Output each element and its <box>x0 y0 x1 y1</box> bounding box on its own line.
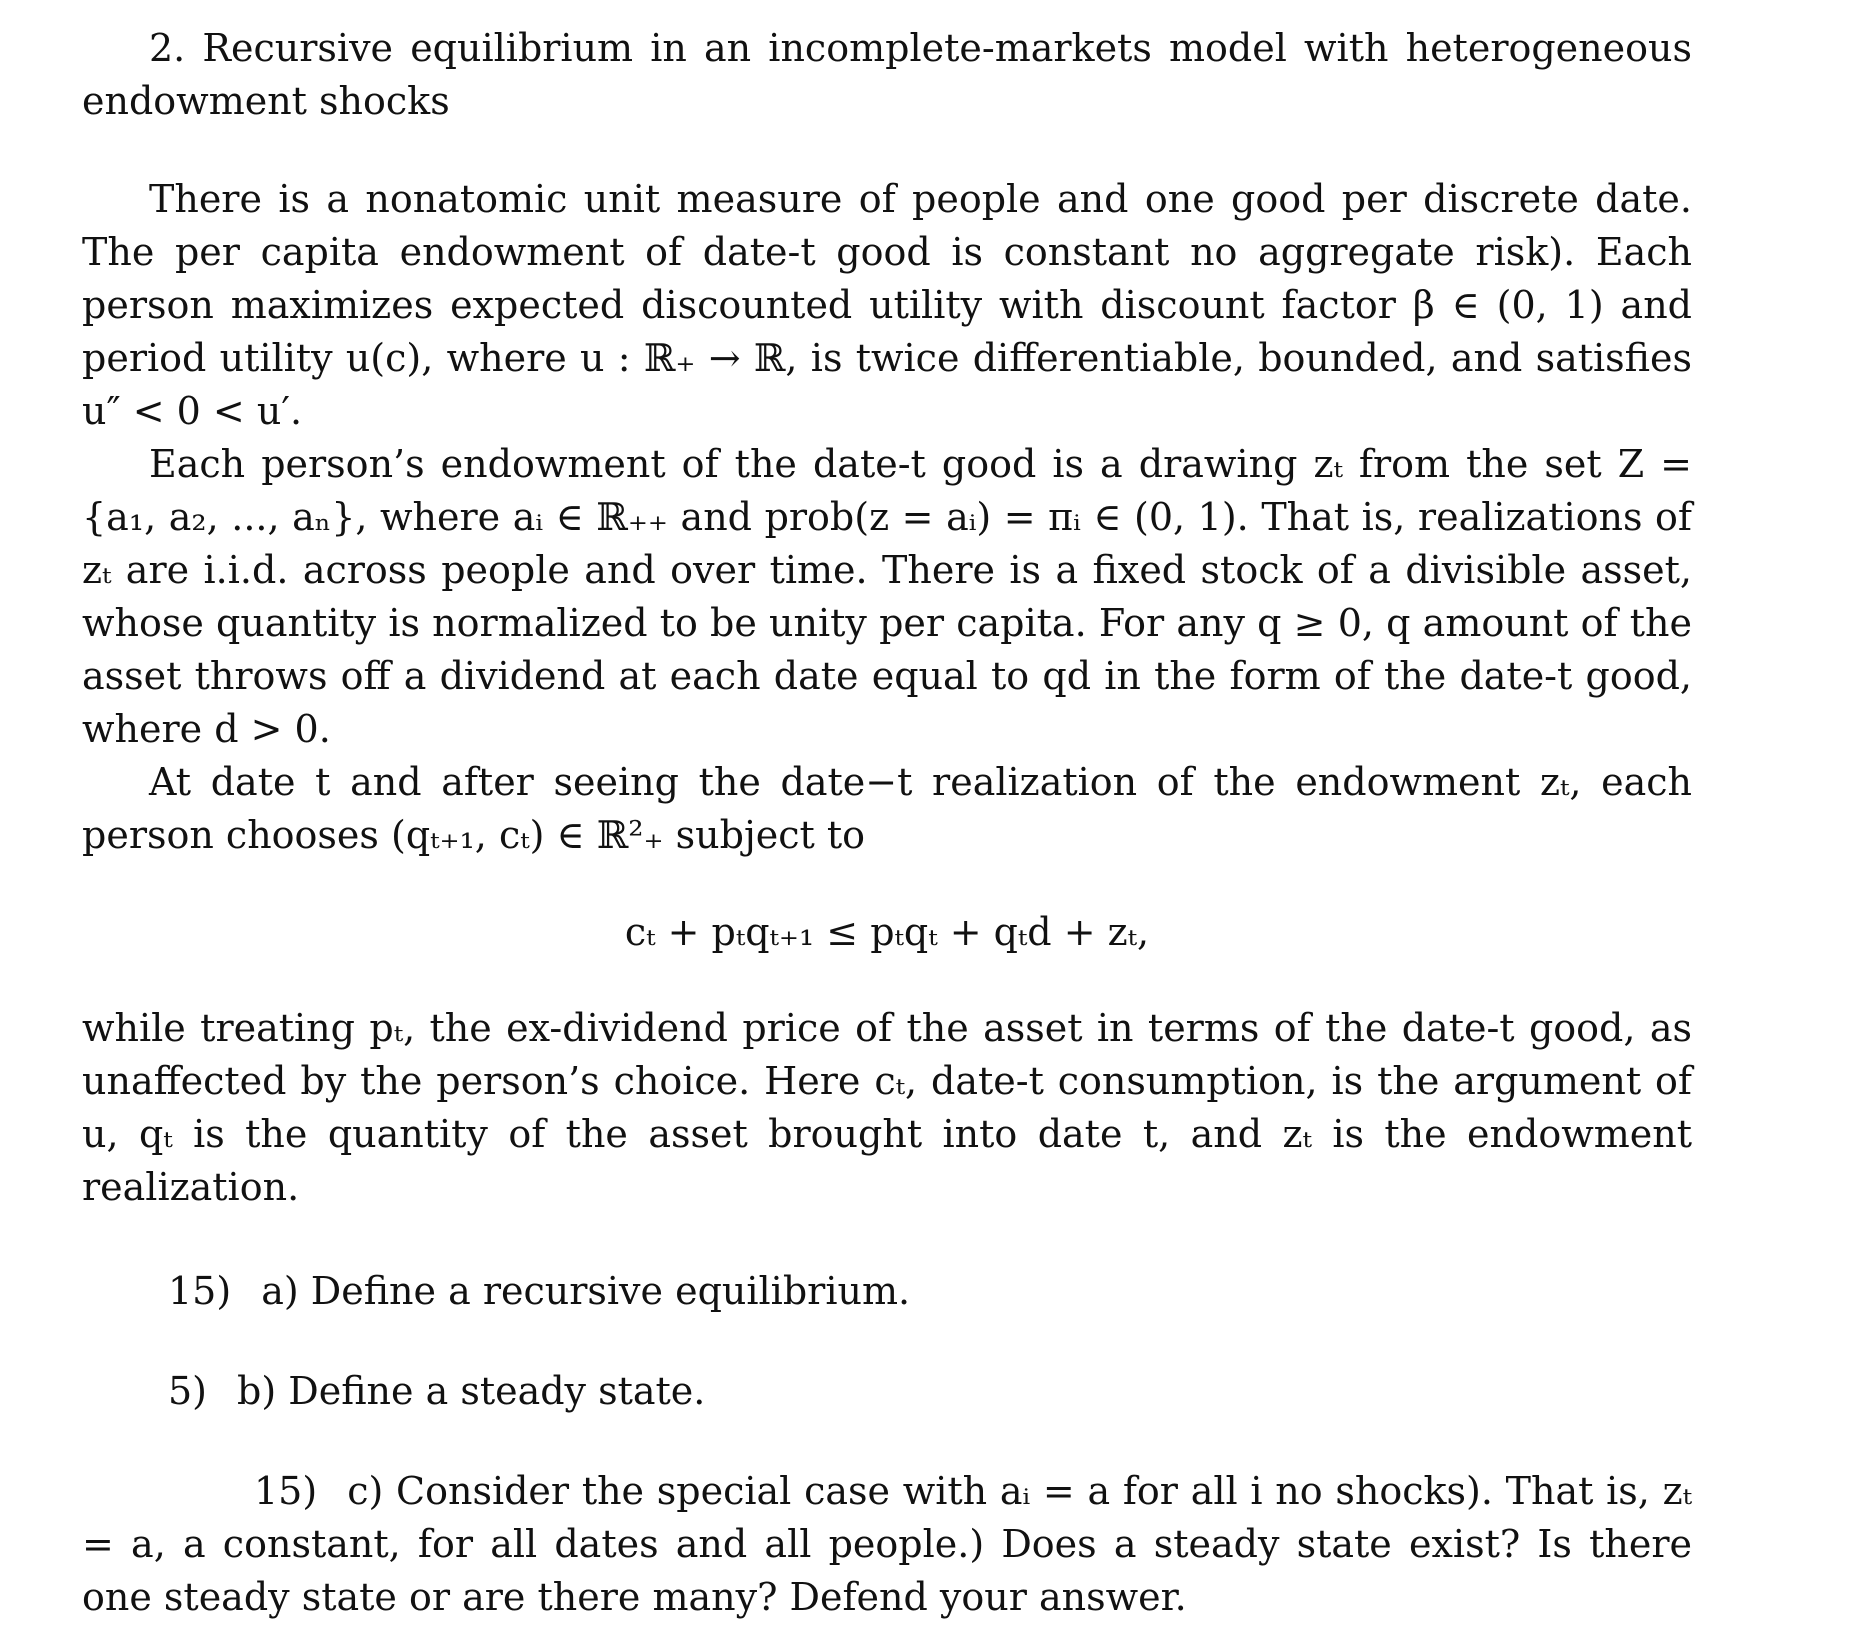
question-c-text: c) Consider the special case with aᵢ = a for all i no shocks). That is, zₜ = a, a constant, for all dates and all people.) Does a steady state exist? Is there one steady state or are there many? Defend your answer. <box>82 1469 1692 1619</box>
paragraph-setup: There is a nonatomic unit measure of people and one good per discrete date. The per capita endowment of date-t good is constant no aggregate risk). Each person maximizes expected discounted utility with discount factor β ∈ (0, 1) and period utility u(c), where u : ℝ₊ → ℝ, is twice differentiable, bounded, and satisfies u″ < 0 < u′. <box>82 177 1692 433</box>
question-c <box>82 1465 1692 1624</box>
question-a <box>82 1265 1692 1318</box>
problem-page <box>82 22 1692 1624</box>
question-a-text: a) Define a recursive equilibrium. <box>261 1269 911 1313</box>
paragraph-choice: At date t and after seeing the date−t realization of the endowment zₜ, each person chooses (qₜ₊₁, cₜ) ∈ ℝ²₊ subject to <box>82 760 1692 857</box>
question-b <box>82 1365 1692 1418</box>
paragraph-price: while treating pₜ, the ex-dividend price of the asset in terms of the date-t good, as unaffected by the person’s choice. Here cₜ, date-t consumption, is the argument of u, qₜ is the quantity of the asset brought into date t, and zₜ is the endowment realization. <box>82 1006 1692 1209</box>
problem-heading: 2. Recursive equilibrium in an incomplete-markets model with heterogeneous endowment shocks <box>82 26 1692 123</box>
question-b-points: 5) <box>168 1369 208 1413</box>
question-b-text: b) Define a steady state. <box>237 1369 706 1413</box>
paragraph-endowment: Each person’s endowment of the date-t good is a drawing zₜ from the set Z = {a₁, a₂, ..., aₙ}, where aᵢ ∈ ℝ₊₊ and prob(z = aᵢ) = πᵢ ∈ (0, 1). That is, realizations of zₜ are i.i.d. across people and over time. There is a fixed stock of a divisible asset, whose quantity is normalized to be unity per capita. For any q ≥ 0, q amount of the asset throws off a dividend at each date equal to qd in the form of the date-t good, where d > 0. <box>82 442 1692 751</box>
question-a-points: 15) <box>168 1269 232 1313</box>
budget-constraint-equation: cₜ + pₜqₜ₊₁ ≤ pₜqₜ + qₜd + zₜ, <box>624 910 1150 954</box>
question-c-points: 15) <box>254 1469 318 1513</box>
